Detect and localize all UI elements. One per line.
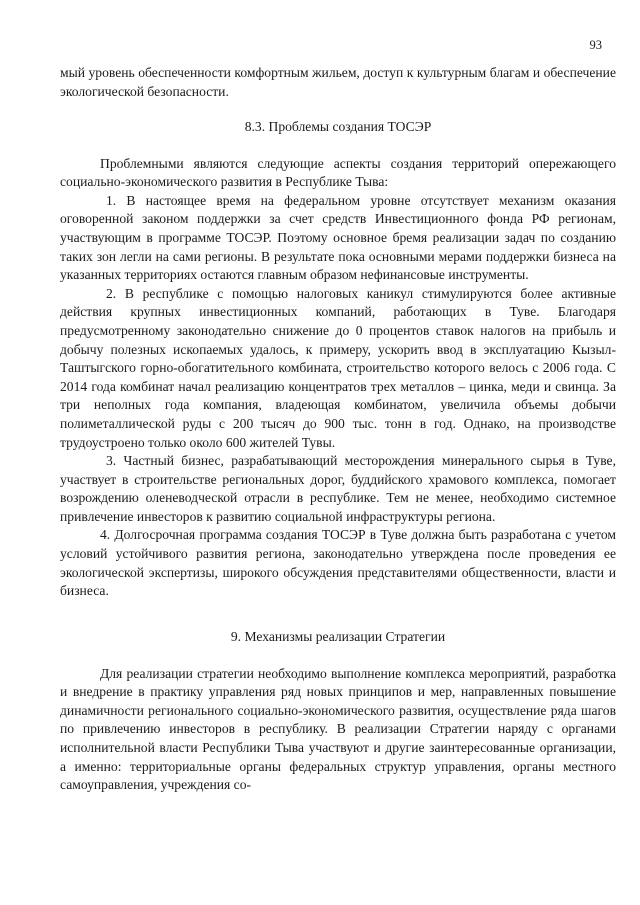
section-9-title: 9. Механизмы реализации Стратегии: [230, 629, 446, 644]
section-8-3: [60, 118, 616, 601]
section-9: [60, 628, 616, 795]
page-number: 93: [589, 38, 602, 52]
section-8-3-lead: Проблемными являются следующие аспекты создания территорий опережающего социально-экономического развития в Республике Тыва:: [60, 155, 616, 190]
intro-block: [60, 64, 616, 101]
section-8-3-title: 8.3. Проблемы создания ТОСЭР: [244, 119, 432, 134]
section-8-3-item-2: 2. В республике с помощью налоговых каникул стимулируются более активные действия крупных инвестиционных компаний, работающих в Туве. Благодаря предусмотренному законодательно снижение до 0 процентов ставок налогов на прибыль и добычу полезных ископаемых удалось, к примеру, ускорить ввод в эксплуатацию Кызыл-Таштыгского горно-обогатительного комбината, строительство которого велось с 2006 года. С 2014 года комбинат начал реализацию концентратов трех металлов – цинка, меди и свинца. За три неполных года компания, владеющая комбинатом, увеличила объемы добычи полиметаллической руды с 200 тысяч до 900 тыс. тонн в год. Однако, на производстве трудоустроено только около 600 жителей Тувы.: [60, 285, 616, 450]
section-9-paragraph: Для реализации стратегии необходимо выполнение комплекса мероприятий, разработка и внедрение в практику управления ряд новых принципов и мер, направленных повышение динамичности регионального социально-экономического развития, осуществление ряда шагов по привлечению инвесторов в республику. В реализации Стратегии наряду с органами исполнительной власти Республики Тыва участвуют и другие заинтересованные организации, а именно: территориальные органы федеральных структур управления, органы местного самоуправления, учреждения со-: [60, 665, 616, 793]
section-8-3-item-3: 3. Частный бизнес, разрабатывающий месторождения минерального сырья в Туве, участвует в строительстве региональных дорог, буддийского храмового комплекса, помогает возрождению оленеводческой отрасли в республике. Тем не менее, необходимо системное привлечение инвесторов к развитию социальной инфраструктуры региона.: [60, 453, 616, 524]
intro-paragraph: мый уровень обеспеченности комфортным жильем, доступ к культурным благам и обеспечение экологической безопасности.: [60, 65, 616, 99]
section-8-3-item-1: 1. В настоящее время на федеральном уровне отсутствует механизм оказания оговоренной законом поддержки за счет средств Инвестиционного фонда РФ регионам, участвующим в программе ТОСЭР. Поэтому основное бремя реализации задач по созданию таких зон легли на сами регионы. В результате пока основными мерами поддержки бизнеса на указанных территориях остаются главным образом нефинансовые инструменты.: [60, 192, 616, 283]
section-8-3-item-4: 4. Долгосрочная программа создания ТОСЭР в Туве должна быть разработана с учетом условий устойчивого развития региона, законодательно утверждена после проведения ее экологической экспертизы, широкого обсуждения представителями общественности, власти и бизнеса.: [60, 527, 616, 599]
